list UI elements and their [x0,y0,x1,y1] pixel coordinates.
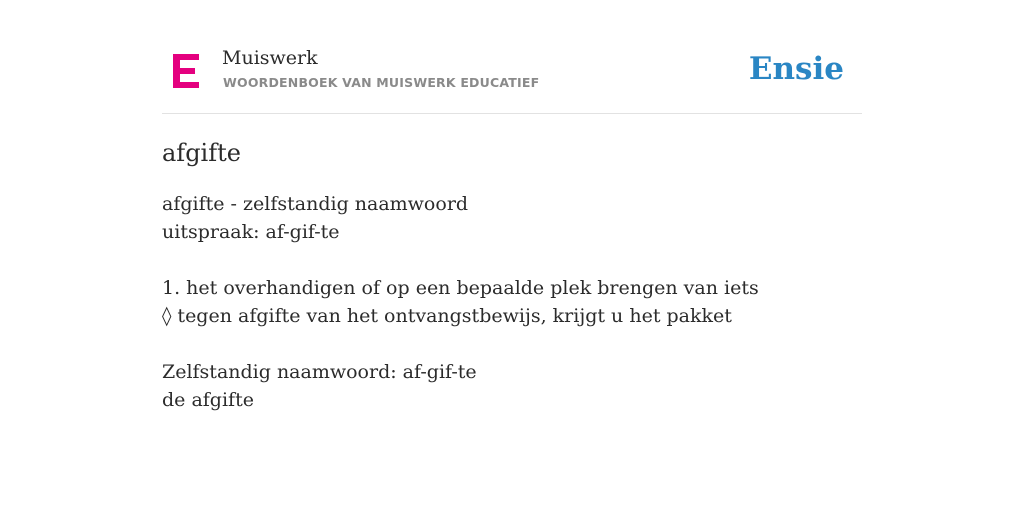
ensie-logo-link[interactable]: Ensie [748,51,844,87]
entry-line: 1. het overhandigen of op een bepaalde plek brengen van iets [162,277,759,299]
entry-line: de afgifte [162,389,254,411]
muiswerk-logo-icon[interactable] [173,54,199,88]
entry-line: Zelfstandig naamwoord: af-gif-te [162,361,477,383]
entry-line [162,330,759,358]
entry-line: uitspraak: af-gif-te [162,221,340,243]
entry-line: afgifte - zelfstandig naamwoord [162,193,469,215]
entry-line: ◊ tegen afgifte van het ontvangstbewijs, krijgt u het pakket [162,305,732,327]
entry-definition [162,190,759,414]
entry-headword: afgifte [162,139,241,167]
content-container [162,0,862,411]
brand-name[interactable]: Muiswerk [222,47,318,69]
entry-line [162,246,759,274]
brand-subtitle: WOORDENBOEK VAN MUISWERK EDUCATIEF [223,75,540,90]
site-header [162,0,862,114]
